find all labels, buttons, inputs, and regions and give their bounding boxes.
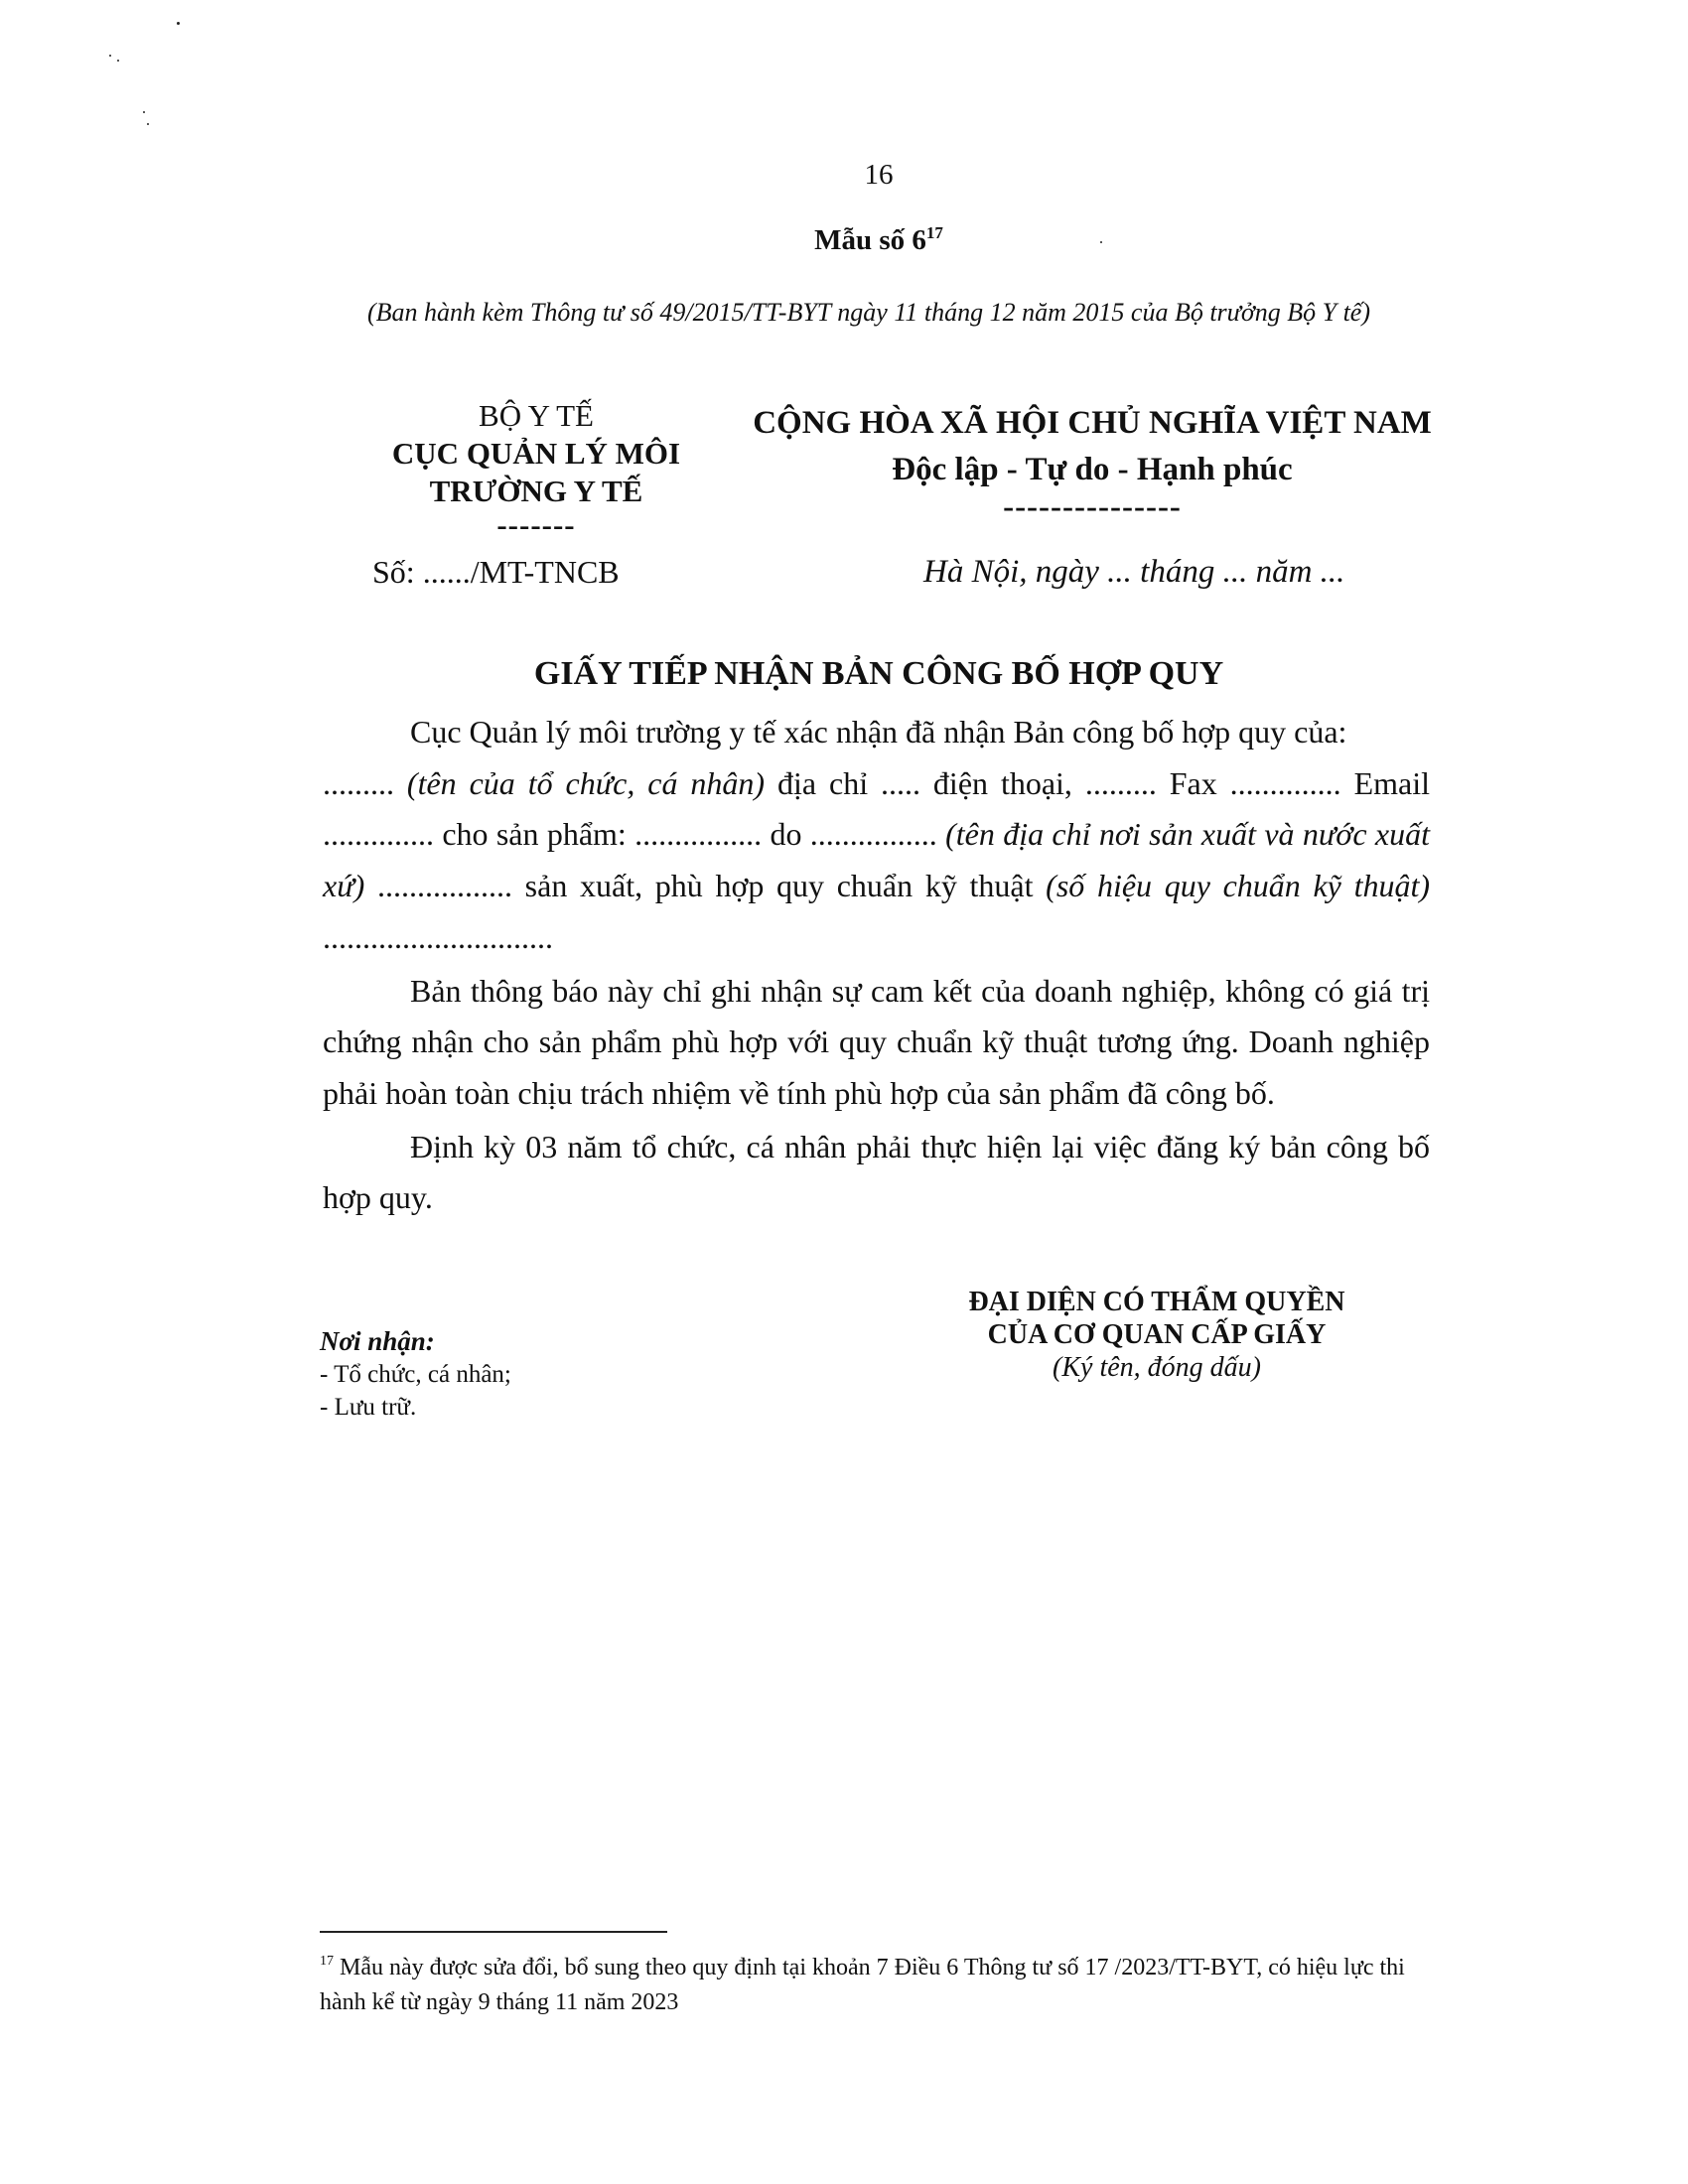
- footnote-number: 17: [320, 1954, 334, 1969]
- footnote-divider: [320, 1931, 667, 1933]
- footnote: [320, 1944, 1422, 2020]
- body-placeholder: (tên địa chỉ nơi sản xuất và nước xuất xứ): [323, 816, 1431, 904]
- national-motto: Độc lập - Tự do - Hạnh phúc: [892, 452, 1293, 487]
- recipient-item: - Lưu trữ.: [320, 1394, 417, 1421]
- footnote-ref: 17: [925, 223, 943, 242]
- scan-speck: [117, 60, 119, 62]
- place-date: Hà Nội, ngày ... tháng ... năm ...: [923, 554, 1345, 590]
- body-paragraph-1: [323, 758, 1430, 964]
- body-text-run: địa chỉ ..... điện thoại, ......... Fax .............. Email .............. cho sản phẩm: ................ do ................: [323, 764, 1431, 853]
- signature-line-1: ĐẠI DIỆN CÓ THẨM QUYỀN: [968, 1287, 1345, 1317]
- recipients-title: Nơi nhận:: [320, 1326, 435, 1356]
- body-text-run: .............................: [323, 918, 553, 955]
- national-header: [725, 397, 1460, 525]
- page-number: 16: [864, 159, 894, 191]
- body-placeholder: (tên của tổ chức, cá nhân): [406, 764, 766, 801]
- signature-line-2: CỦA CƠ QUAN CẤP GIẤY: [987, 1319, 1327, 1350]
- body-text-run: ................. sản xuất, phù hợp quy chuẩn kỹ thuật: [364, 868, 1047, 904]
- form-label-text: Mẫu số 6: [814, 224, 926, 256]
- scan-speck: [109, 55, 111, 57]
- agency-divider: -------: [496, 507, 576, 542]
- country-name: CỘNG HÒA XÃ HỘI CHỦ NGHĨA VIỆT NAM: [753, 405, 1432, 441]
- agency-header: [328, 397, 745, 542]
- form-label: [0, 223, 1688, 257]
- signature-block: [864, 1286, 1450, 1384]
- body-text-run: .........: [323, 764, 407, 801]
- document-title: GIẤY TIẾP NHẬN BẢN CÔNG BỐ HỢP QUY: [533, 655, 1224, 692]
- issued-by-note: (Ban hành kèm Thông tư số 49/2015/TT-BYT ngày 11 tháng 12 năm 2015 của Bộ trưởng Bộ Y tế): [366, 298, 1370, 327]
- body-paragraph-3: Định kỳ 03 năm tổ chức, cá nhân phải thực hiện lại việc đăng ký bản công bố hợp quy.: [323, 1128, 1430, 1216]
- body-intro: Cục Quản lý môi trường y tế xác nhận đã nhận Bản công bố hợp quy của:: [410, 714, 1347, 750]
- body-placeholder: (số hiệu quy chuẩn kỹ thuật): [1046, 868, 1431, 904]
- document-body: [323, 707, 1430, 1224]
- department-name: CỤC QUẢN LÝ MÔI TRƯỜNG Y TẾ: [391, 436, 681, 508]
- signature-note: (Ký tên, đóng dấu): [1053, 1352, 1261, 1383]
- scan-speck: [143, 111, 145, 113]
- recipient-item: - Tổ chức, cá nhân;: [320, 1361, 511, 1388]
- document-number: Số: ....../MT-TNCB: [372, 554, 620, 590]
- body-paragraph-2: Bản thông báo này chỉ ghi nhận sự cam kết của doanh nghiệp, không có giá trị chứng nhận cho sản phẩm phù hợp với quy chuẩn kỹ thuật tương ứng. Doanh nghiệp phải hoàn toàn chịu trách nhiệm về tính phù hợp của sản phẩm đã công bố.: [323, 972, 1430, 1111]
- recipients-block: [320, 1325, 511, 1424]
- national-divider: ---------------: [1003, 489, 1182, 525]
- scan-speck: [177, 22, 180, 25]
- footnote-text: Mẫu này được sửa đổi, bổ sung theo quy định tại khoản 7 Điều 6 Thông tư số 17 /2023/TT-BYT, có hiệu lực thi hành kể từ ngày 9 tháng 11 năm 2023: [320, 1955, 1405, 2015]
- ministry-name: BỘ Y TẾ: [479, 398, 594, 433]
- scan-speck: [147, 123, 149, 125]
